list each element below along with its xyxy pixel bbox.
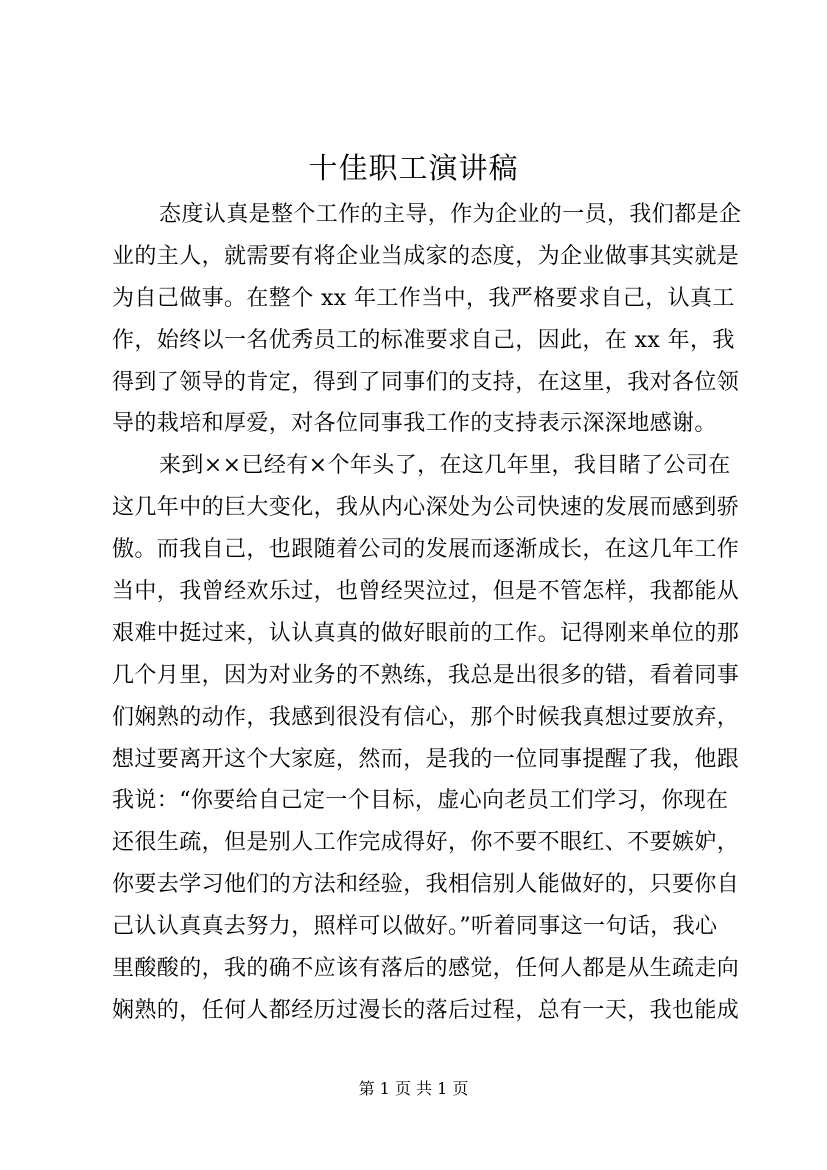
paragraph-1-line-4: 作，始终以一名优秀员工的标准要求自己，因此，在 xx 年，我 [112,327,735,353]
paragraph-2-line-5: 艰难中挺过来，认认真真的做好眼前的工作。记得刚来单位的那 [112,620,740,646]
paragraph-2-line-9: 我说：“你要给自己定一个目标，虚心向老员工们学习，你现在 [112,788,729,814]
paragraph-2-line-6: 几个月里，因为对业务的不熟练，我总是出很多的错，看着同事 [112,662,740,688]
paragraph-2-line-7: 们娴熟的动作，我感到很没有信心，那个时候我真想过要放弃， [112,704,740,730]
paragraph-2-line-3: 傲。而我自己，也跟随着公司的发展而逐渐成长，在这几年工作 [112,537,740,563]
paragraph-2-line-12: 己认认真真去努力，照样可以做好。”听着同事这一句话，我心 [112,914,718,940]
paragraph-1-line-5: 得到了领导的肯定，得到了同事们的支持，在这里，我对各位领 [112,369,740,395]
paragraph-1-line-6: 导的栽培和厚爱，对各位同事我工作的支持表示深深地感谢。 [112,411,717,437]
paragraph-1-line-1: 态度认真是整个工作的主导，作为企业的一员，我们都是企 [159,202,742,227]
paragraph-2-line-1: 来到××已经有×个年头了，在这几年里，我目睹了公司在 [159,453,731,479]
paragraph-2-line-10: 还很生疏，但是别人工作完成得好，你不要不眼红、不要嫉妒， [112,830,740,856]
document-body [112,194,742,1032]
paragraph-1-line-2: 业的主人，就需要有将企业当成家的态度，为企业做事其实就是 [112,243,740,269]
paragraph-2-line-2: 这几年中的巨大变化，我从内心深处为公司快速的发展而感到骄 [112,495,740,521]
paragraph-2-line-8: 想过要离开这个大家庭，然而，是我的一位同事提醒了我，他跟 [112,746,740,772]
paragraph-2-line-11: 你要去学习他们的方法和经验，我相信别人能做好的，只要你自 [112,872,740,898]
paragraph-2-line-13: 里酸酸的，我的确不应该有落后的感觉，任何人都是从生疏走向 [112,956,740,982]
paragraph-2-line-4: 当中，我曾经欢乐过，也曾经哭泣过，但是不管怎样，我都能从 [112,579,740,605]
page-footer: 第 1 页 共 1 页 [358,1079,469,1098]
document-title: 十佳职工演讲稿 [308,151,519,185]
paragraph-1-line-3: 为自己做事。在整个 xx 年工作当中，我严格要求自己，认真工 [112,285,735,311]
paragraph-2-line-14: 娴熟的，任何人都经历过漫长的落后过程，总有一天，我也能成 [112,997,740,1023]
